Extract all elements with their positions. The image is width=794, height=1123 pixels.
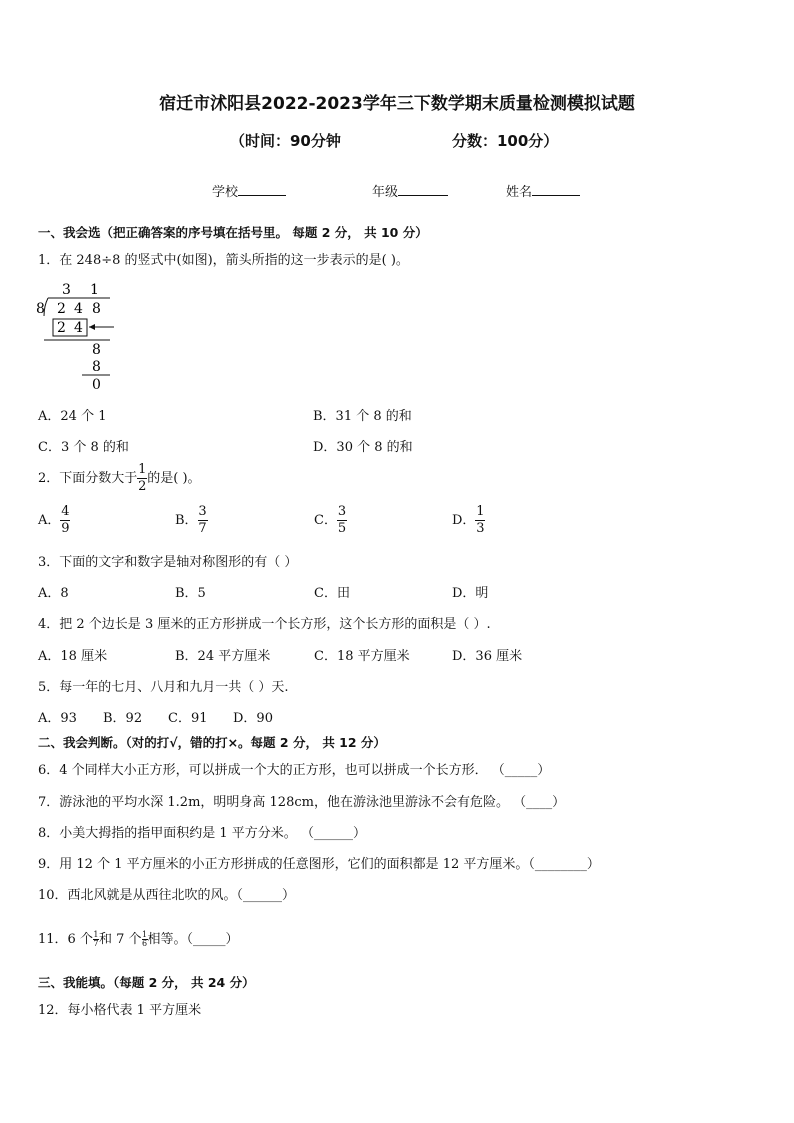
- q11-part-c: 相等。（_____）: [147, 932, 239, 947]
- q4-option-a[interactable]: A．18 厘米: [38, 649, 108, 664]
- option-label: A．: [38, 513, 61, 528]
- fraction-denominator: 3: [476, 521, 485, 536]
- question-7: 7．游泳池的平均水深 1.2m，明明身高 128cm，他在游泳池里游泳不会有危险。 （____）: [38, 795, 566, 810]
- school-label: 学校: [212, 185, 239, 200]
- question-6: 6．4 个同样大小正方形，可以拼成一个大的正方形，也可以拼成一个长方形． （_____）: [38, 763, 551, 778]
- question-10: 10．西北风就是从西往北吹的风。（______）: [38, 888, 296, 903]
- q5-option-a[interactable]: A．93: [38, 711, 77, 726]
- grade-label: 年级: [372, 185, 399, 200]
- q5-option-c[interactable]: C．91: [168, 711, 208, 726]
- arrow-head-icon: [89, 324, 95, 330]
- step-digit: 2: [57, 320, 66, 336]
- question-9: 9．用 12 个 1 平方厘米的小正方形拼成的任意图形，它们的面积都是 12 平方厘米。（________）: [38, 857, 600, 872]
- fraction-denominator: 5: [337, 521, 347, 536]
- grade-blank[interactable]: [398, 195, 448, 196]
- option-label: B．: [175, 513, 198, 528]
- q1-option-c[interactable]: C．3 个 8 的和: [38, 440, 129, 455]
- dividend-digit: 2: [57, 301, 66, 317]
- option-fraction: [60, 505, 70, 536]
- option-fraction: [337, 505, 347, 536]
- option-fraction: [198, 505, 208, 536]
- fraction-numerator: 1: [476, 504, 485, 519]
- q3-option-a[interactable]: A．8: [38, 586, 69, 601]
- fraction-denominator: 7: [198, 521, 207, 536]
- step-digit: 8: [92, 342, 101, 358]
- school-blank[interactable]: [238, 195, 286, 196]
- option-label: D．: [452, 513, 476, 528]
- section-1-heading: 一、我会选（把正确答案的序号填在括号里。 每题 2 分， 共 10 分）: [38, 225, 428, 240]
- question-2: [38, 463, 201, 494]
- question-4: 4．把 2 个边长是 3 厘米的正方形拼成一个长方形，这个长方形的面积是（ ）.: [38, 617, 491, 632]
- quotient-digit: 1: [90, 282, 99, 298]
- section-3-heading: 三、我能填。（每题 2 分， 共 24 分）: [38, 975, 255, 990]
- fraction-numerator: 1: [138, 462, 147, 477]
- q2-option-a[interactable]: [38, 505, 70, 536]
- q2-ref-fraction: [137, 463, 147, 494]
- q1-option-d[interactable]: D．30 个 8 的和: [313, 440, 413, 455]
- quotient-digit: 3: [62, 282, 71, 298]
- q2-suffix: 的是( )。: [147, 471, 201, 486]
- dividend-digit: 8: [92, 301, 101, 317]
- question-5: 5．每一年的七月、八月和九月一共（ ）天.: [38, 680, 289, 695]
- fraction-numerator: 3: [198, 504, 207, 519]
- q4-option-b[interactable]: B．24 平方厘米: [175, 649, 271, 664]
- exam-time: （时间：90分钟: [230, 132, 341, 150]
- q3-option-d[interactable]: D．明: [452, 586, 489, 601]
- fraction-denominator: 7: [93, 939, 99, 948]
- name-blank[interactable]: [532, 195, 580, 196]
- name-field: [506, 181, 580, 200]
- option-fraction: [475, 505, 485, 536]
- name-label: 姓名: [506, 185, 533, 200]
- grade-field: [372, 181, 448, 200]
- fraction-denominator: 9: [61, 521, 70, 536]
- q5-option-b[interactable]: B．92: [103, 711, 143, 726]
- question-12: 12．每小格代表 1 平方厘米: [38, 1003, 202, 1018]
- q2-option-c[interactable]: [314, 505, 347, 536]
- question-11: [38, 928, 239, 948]
- question-8: 8．小美大拇指的指甲面积约是 1 平方分米。 （______）: [38, 826, 366, 841]
- exam-score: 分数：100分）: [452, 132, 559, 150]
- section-2-heading: 二、我会判断。（对的打√，错的打×。每题 2 分， 共 12 分）: [38, 735, 386, 750]
- fraction-numerator: 3: [337, 504, 347, 519]
- step-digit: 4: [74, 320, 83, 336]
- q3-option-b[interactable]: B．5: [175, 586, 206, 601]
- page-title: 宿迁市沭阳县2022-2023学年三下数学期末质量检测模拟试题: [159, 94, 635, 114]
- q5-option-d[interactable]: D．90: [233, 711, 273, 726]
- q11-part-a: 11．6 个: [38, 932, 93, 947]
- fraction-denominator: 6: [141, 939, 148, 948]
- question-1: 1．在 248÷8 的竖式中(如图)，箭头所指的这一步表示的是( )。: [38, 253, 409, 268]
- question-3: 3．下面的文字和数字是轴对称图形的有（ ）: [38, 555, 298, 570]
- q1-option-b[interactable]: B．31 个 8 的和: [313, 409, 412, 424]
- fraction-numerator: 1: [141, 930, 148, 939]
- school-field: [212, 181, 286, 200]
- step-digit: 8: [92, 359, 101, 375]
- remainder: 0: [92, 377, 101, 393]
- divisor: 8: [36, 301, 45, 317]
- fraction-denominator: 2: [138, 479, 147, 494]
- q2-option-d[interactable]: [452, 505, 485, 536]
- q4-option-d[interactable]: D．36 厘米: [452, 649, 523, 664]
- q4-option-c[interactable]: C．18 平方厘米: [314, 649, 410, 664]
- q1-option-a[interactable]: A．24 个 1: [38, 409, 107, 424]
- fraction-numerator: 1: [93, 930, 99, 939]
- q3-option-c[interactable]: C．田: [314, 586, 350, 601]
- long-division-figure: [34, 276, 124, 396]
- q2-prefix: 2．下面分数大于: [38, 471, 138, 486]
- option-label: C．: [314, 513, 337, 528]
- q11-part-b: 和 7 个: [98, 932, 142, 947]
- fraction-numerator: 4: [61, 504, 70, 519]
- dividend-digit: 4: [74, 301, 83, 317]
- q2-option-b[interactable]: [175, 505, 208, 536]
